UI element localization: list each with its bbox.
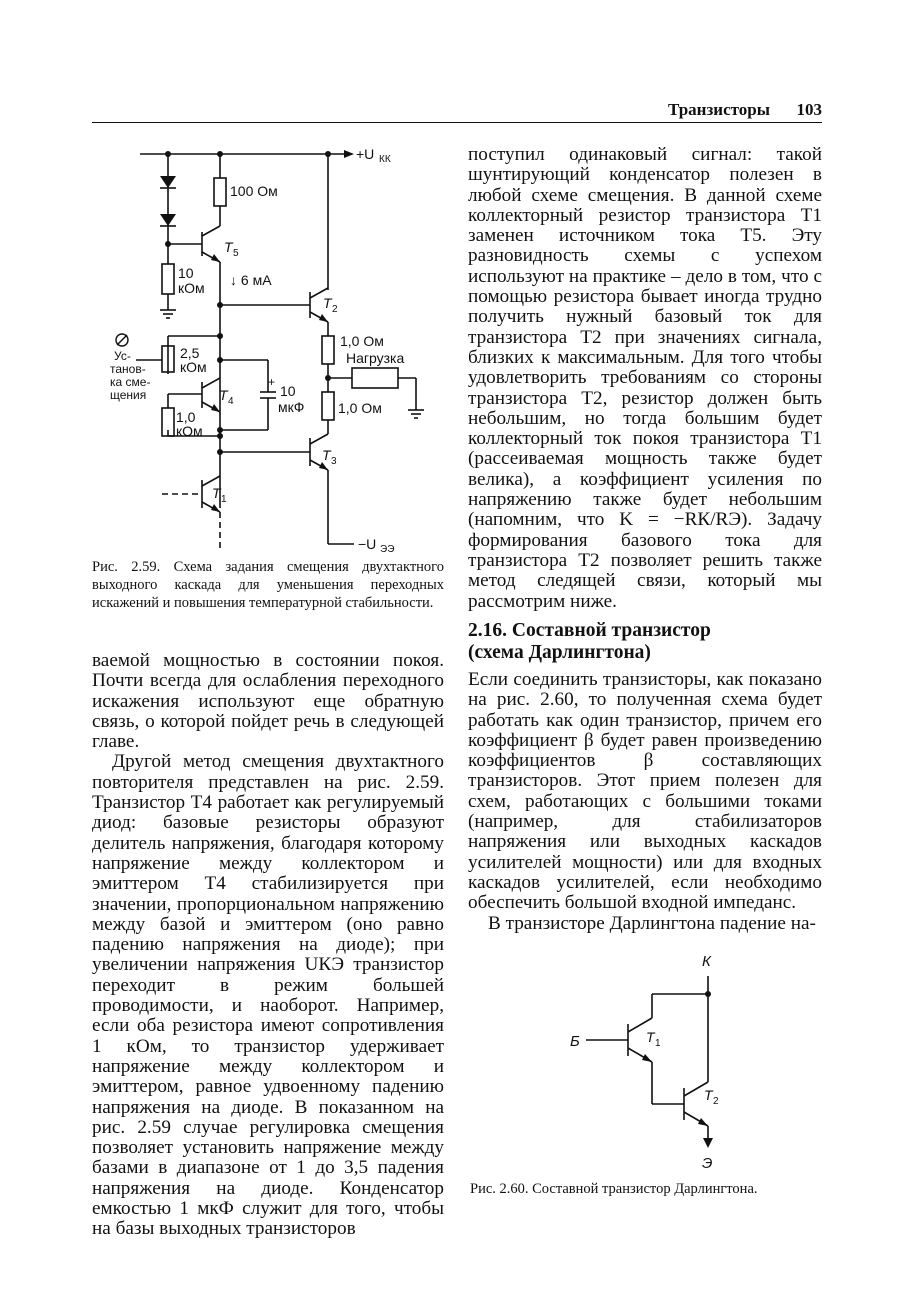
label-supply-neg-sub: ЭЭ bbox=[380, 544, 395, 555]
label-supply-pos: +U bbox=[356, 146, 375, 162]
label-t2: T bbox=[323, 295, 332, 311]
figure-2-60-caption: Рис. 2.60. Составной транзистор Дарлингтона. bbox=[470, 1181, 758, 1197]
left-column bbox=[92, 651, 444, 1240]
label-r1ohm-bottom: 1,0 Ом bbox=[338, 400, 382, 416]
label-adjust-1: Ус- bbox=[114, 349, 131, 363]
label-load: Нагрузка bbox=[346, 350, 405, 366]
figure-2-59-caption: Рис. 2.59. Схема задания смещения двухтактного выходного каскада для уменьшения переходных искажений и повышения температурной стабильности. bbox=[92, 559, 444, 611]
label-t4-sub: 4 bbox=[228, 396, 234, 407]
label-darlington-t2-sub: 2 bbox=[713, 1096, 719, 1107]
label-pot-value: 2,5 bbox=[180, 345, 200, 361]
label-t1-sub: 1 bbox=[221, 494, 227, 505]
label-darlington-t1-sub: 1 bbox=[655, 1038, 661, 1049]
label-pot-unit: кОм bbox=[180, 359, 207, 375]
section-title-line-2: (схема Дарлингтона) bbox=[468, 642, 651, 663]
label-t2-sub: 2 bbox=[332, 304, 338, 315]
right-paragraph-2: Если соединить транзисторы, как показано на рис. 2.60, то полученная схема будет работать как один транзистор, причем его коэффициент β будет равен произведению коэффициентов β составляющих транзисторов. Этот прием полезен для схем, работающих с большими токами (например, для стабилизаторов напряжения или выходных каскадов усилителей мощности) или для входных каскадов усилителей, если необходимо обеспечить большой входной импеданс. bbox=[468, 669, 822, 914]
label-collector: К bbox=[702, 953, 711, 970]
label-t3: T bbox=[322, 447, 331, 463]
right-paragraph-1: поступил одинаковый сигнал: такой шунтирующий конденсатор полезен в любой схеме смещения. В данной схеме коллекторный резистор транзистора T1 заменен источником тока T5. Эту разновидность схемы с успехом используют на практике – дело в том, что с помощью резистора бывает иногда трудно получить нужный базовый ток для транзистора T2 при значениях сигнала, близких к максимальным. Для того чтобы удовлетворить требованиям со стороны транзистора T2, резистор должен быть небольшим, но тогда большим будет коллекторный ток покоя транзистора T1 (рассеиваемая мощность также будет велика), а коэффициент усиления по напряжению также будет небольшим (напомним, что K = −RК/RЭ). Задачу формирования базового тока для транзистора T2 позволяет решить также метод следящей связи, который мы рассмотрим ниже. bbox=[468, 144, 822, 612]
label-t5: T bbox=[224, 239, 233, 255]
label-r1k-unit: кОм bbox=[176, 423, 203, 439]
label-emitter: Э bbox=[702, 1155, 713, 1172]
label-t1: T bbox=[212, 485, 221, 501]
figure-2-59-schematic bbox=[92, 138, 448, 558]
right-paragraph-3: В транзисторе Дарлингтона падение на- bbox=[488, 912, 816, 934]
label-t3-sub: 3 bbox=[331, 456, 337, 467]
label-cap-value: 10 bbox=[280, 383, 296, 399]
section-title bbox=[468, 620, 822, 664]
label-adjust-3: ка сме- bbox=[110, 375, 151, 389]
right-column-top bbox=[468, 145, 822, 612]
label-cap-plus: + bbox=[268, 375, 276, 389]
running-header bbox=[92, 98, 822, 123]
label-r10k-unit: кОм bbox=[178, 280, 205, 296]
section-title-line-1: 2.16. Составной транзистор bbox=[468, 620, 711, 641]
label-supply-pos-sub: КК bbox=[379, 154, 391, 165]
page-number: 103 bbox=[796, 100, 822, 119]
left-paragraph-1: ваемой мощностью в состоянии покоя. Почти всегда для ослабления переходного искажения используют еще обратную связь, о которой пойдет речь в следующей главе. bbox=[92, 650, 444, 753]
label-current: ↓ 6 мА bbox=[230, 272, 272, 288]
label-adjust-4: щения bbox=[110, 388, 147, 402]
label-cap-unit: мкФ bbox=[278, 399, 305, 415]
label-r10k-value: 10 bbox=[178, 265, 194, 281]
label-t5-sub: 5 bbox=[233, 248, 239, 259]
label-t4: T bbox=[219, 387, 228, 403]
label-adjust-2: танов- bbox=[110, 362, 146, 376]
label-base: Б bbox=[570, 1033, 580, 1050]
label-supply-neg: −U bbox=[358, 536, 377, 552]
left-paragraph-2: Другой метод смещения двухтактного повторителя представлен на рис. 2.59. Транзистор T4 работает как регулируемый диод: базовые резисторы образуют делитель напряжения, благодаря которому напряжение между коллектором и эмиттером T4 стабилизируется при значении, пропорциональном напряжению между базой и эмиттером (оно равно падению напряжения на диоде); при увеличении напряжения UКЭ транзистор переходит в режим большей проводимости, и наоборот. Например, если оба резистора имеют сопротивления 1 кОм, то транзистор удерживает напряжение между коллектором и эмиттером, равное удвоенному падению напряжения на диоде. В показанном на рис. 2.59 случае регулировка смещения позволяет установить напряжение между базами в диапазоне от 1 до 3,5 падения напряжения на диоде. Конденсатор емкостью 1 мкФ служит для того, чтобы на базы выходных транзисторов bbox=[92, 751, 444, 1240]
figure-2-60-schematic bbox=[560, 948, 760, 1174]
label-r1k-value: 1,0 bbox=[176, 409, 196, 425]
label-darlington-t2: T bbox=[704, 1087, 713, 1103]
right-column-bottom bbox=[468, 670, 822, 934]
label-darlington-t1: T bbox=[646, 1029, 655, 1045]
label-r100: 100 Ом bbox=[230, 183, 278, 199]
header-title: Транзисторы bbox=[668, 100, 770, 119]
label-r1ohm-top: 1,0 Ом bbox=[340, 333, 384, 349]
